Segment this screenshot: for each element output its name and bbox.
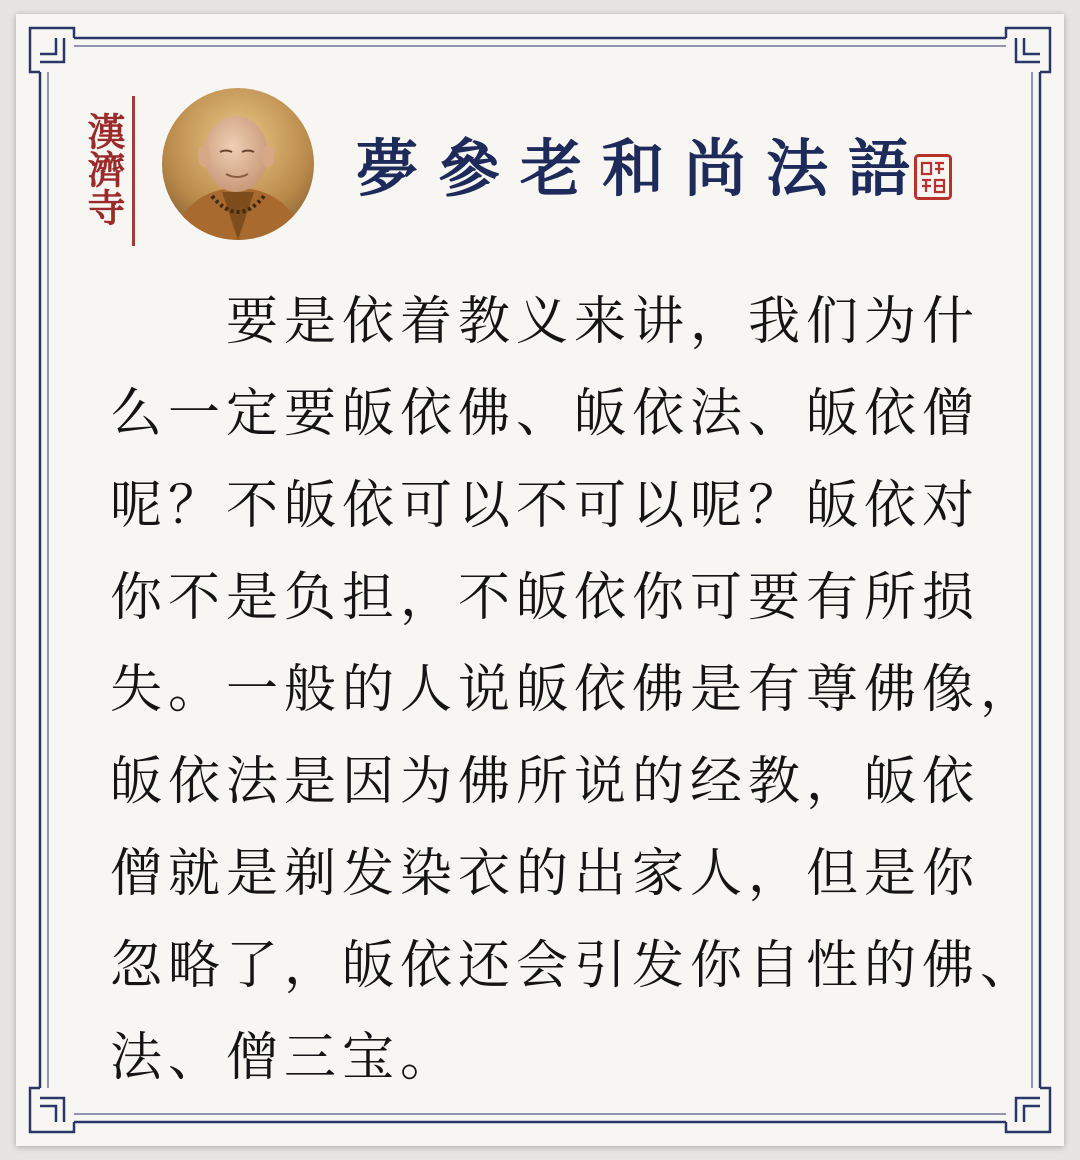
text-line: 呢？不皈依可以不可以呢？皈依对 (110, 476, 981, 536)
paper-card (16, 14, 1064, 1146)
text-line: 皈依法是因为佛所说的经教，皈依 (110, 752, 981, 812)
text-line: 失。一般的人说皈依佛是有尊佛像， (110, 660, 1039, 720)
text-line: 法、僧三宝。 (110, 1028, 459, 1088)
page-title: 夢參老和尚法語 (356, 132, 931, 205)
text-line: 么一定要皈依佛、皈依法、皈依僧 (110, 384, 981, 444)
text-line: 忽略了，皈依还会引发你自性的佛、 (110, 936, 1039, 996)
temple-name: 漢濟寺 (81, 112, 126, 226)
monk-portrait (162, 88, 314, 240)
text-line: 僧就是剃发染衣的出家人，但是你 (110, 844, 981, 904)
text-line: 要是依着教义来讲，我们为什 (110, 292, 981, 352)
red-seal-stamp-icon (914, 154, 952, 200)
temple-divider (132, 96, 135, 246)
text-line: 你不是负担，不皈依你可要有所损 (110, 568, 981, 628)
dharma-text (110, 276, 1039, 1104)
